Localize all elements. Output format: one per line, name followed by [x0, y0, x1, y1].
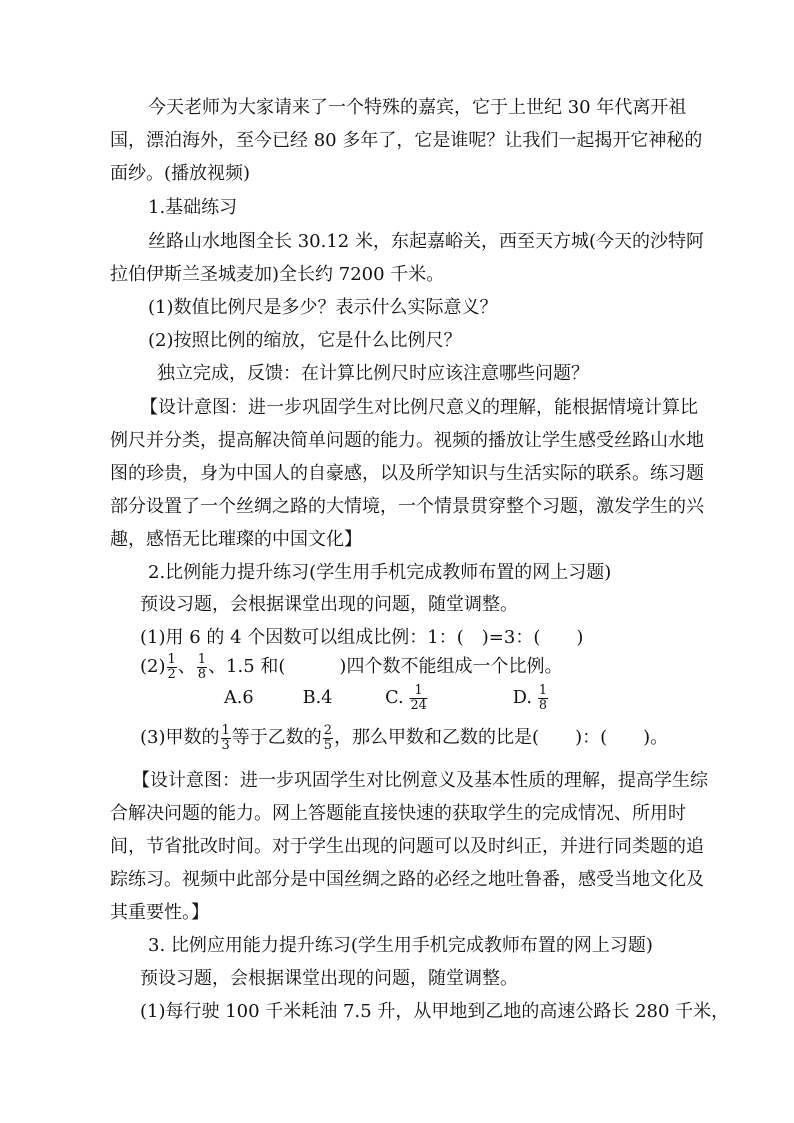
section1-text-line-2: 拉伯伊斯兰圣城麦加)全长约 7200 千米。 — [110, 264, 445, 285]
section2-intent-line-1: 【设计意图：进一步巩固学生对比例意义及基本性质的理解，提高学生综 — [132, 770, 708, 791]
q2-fraction-a-den: 2 — [167, 666, 176, 682]
section2-preset: 预设习题，会根据课堂出现的问题，随堂调整。 — [140, 594, 518, 615]
q3-fraction-b-num: 2 — [323, 722, 333, 738]
q2-option-c-fraction — [410, 684, 428, 713]
q2-fraction-a — [167, 653, 177, 682]
q3-fraction-b-den: 5 — [323, 737, 333, 753]
intro-line-3: 面纱。(播放视频) — [110, 163, 251, 184]
q2-option-c — [385, 680, 429, 716]
section1-intent-line-2: 例尺并分类，提高解决简单问题的能力。视频的播放让学生感受丝路山水地 — [110, 430, 704, 451]
section1-intent-line-1: 【设计意图：进一步巩固学生对比例尺意义的理解，能根据情境计算比 — [140, 397, 698, 418]
section2-question-1: (1)用 6 的 4 个因数可以组成比例：1：( )=3：( ) — [140, 627, 584, 648]
section2-question-2-options — [0, 680, 780, 720]
intro-line-2: 国，漂泊海外，至今已经 80 多年了，它是谁呢？让我们一起揭开它神秘的 — [110, 130, 703, 151]
q2-prefix: (2) — [140, 656, 166, 677]
q2-option-d-label: D. — [512, 687, 532, 708]
section1-heading: 1.基础练习 — [148, 197, 238, 218]
section1-question-1: (1)数值比例尺是多少？表示什么实际意义？ — [148, 297, 498, 318]
q3-fraction-b — [323, 724, 333, 753]
q2-option-c-label: C. — [385, 687, 404, 708]
section2-intent-line-4: 踪练习。视频中此部分是中国丝绸之路的必经之地吐鲁番，感受当地文化及 — [110, 869, 704, 890]
q2-fraction-b-den: 8 — [197, 666, 207, 682]
q2-fraction-b-num: 1 — [197, 651, 207, 667]
section3-question-1: (1)每行驶 100 千米耗油 7.5 升，从甲地到乙地的高速公路长 280 千米， — [140, 1001, 730, 1022]
q2-fraction-b — [197, 653, 207, 682]
q2-separator: 、 — [177, 656, 196, 677]
q3-fraction-a-den: 3 — [221, 737, 230, 753]
q2-suffix: 、1.5 和( )四个数不能组成一个比例。 — [208, 656, 563, 677]
q2-option-b: B.4 — [302, 687, 333, 708]
intro-line-1: 今天老师为大家请来了一个特殊的嘉宾，它于上世纪 30 年代离开祖 — [148, 97, 687, 118]
section1-intent-line-5: 趣，感悟无比璀璨的中国文化】 — [110, 529, 362, 550]
section3-heading: 3. 比例应用能力提升练习(学生用手机完成教师布置的网上习题) — [148, 935, 653, 956]
section3-preset: 预设习题，会根据课堂出现的问题，随堂调整。 — [140, 968, 518, 989]
q2-option-d — [513, 680, 549, 716]
q2-option-d-num: 1 — [538, 682, 547, 698]
q2-option-c-num: 1 — [410, 684, 428, 699]
q3-suffix: ，那么甲数和乙数的比是( )：( )。 — [334, 727, 669, 748]
section1-intent-line-3: 图的珍贵，身为中国人的自豪感，以及所学知识与生活实际的联系。练习题 — [110, 463, 704, 484]
q3-fraction-a — [221, 724, 231, 753]
section2-intent-line-3: 间，节省批改时间。对于学生出现的问题可以及时纠正，并进行同类题的追 — [110, 836, 704, 857]
q2-fraction-a-num: 1 — [167, 651, 176, 667]
q3-fraction-a-num: 1 — [221, 722, 230, 738]
section1-feedback: 独立完成，反馈：在计算比例尺时应该注意哪些问题？ — [157, 363, 589, 384]
q2-option-c-den: 24 — [410, 697, 427, 713]
q3-middle: 等于乙数的 — [231, 727, 322, 748]
q3-prefix: (3)甲数的 — [140, 727, 220, 748]
section2-question-3 — [140, 720, 668, 756]
q2-option-a: A.6 — [223, 687, 254, 708]
section1-intent-line-4: 部分设置了一个丝绸之路的大情境，一个情景贯穿整个习题，激发学生的兴 — [110, 496, 704, 517]
section2-intent-line-2: 合解决问题的能力。网上答题能直接快速的获取学生的完成情况、所用时 — [110, 803, 686, 824]
section1-text-line-1: 丝路山水地图全长 30.12 米，东起嘉峪关，西至天方城(今天的沙特阿 — [148, 231, 704, 252]
q2-option-d-fraction — [538, 684, 548, 713]
section2-intent-line-5: 其重要性。】 — [110, 902, 209, 923]
section1-question-2: (2)按照比例的缩放，它是什么比例尺？ — [148, 330, 462, 351]
q2-option-d-den: 8 — [538, 697, 547, 713]
section2-heading: 2.比例能力提升练习(学生用手机完成教师布置的网上习题) — [148, 562, 612, 583]
